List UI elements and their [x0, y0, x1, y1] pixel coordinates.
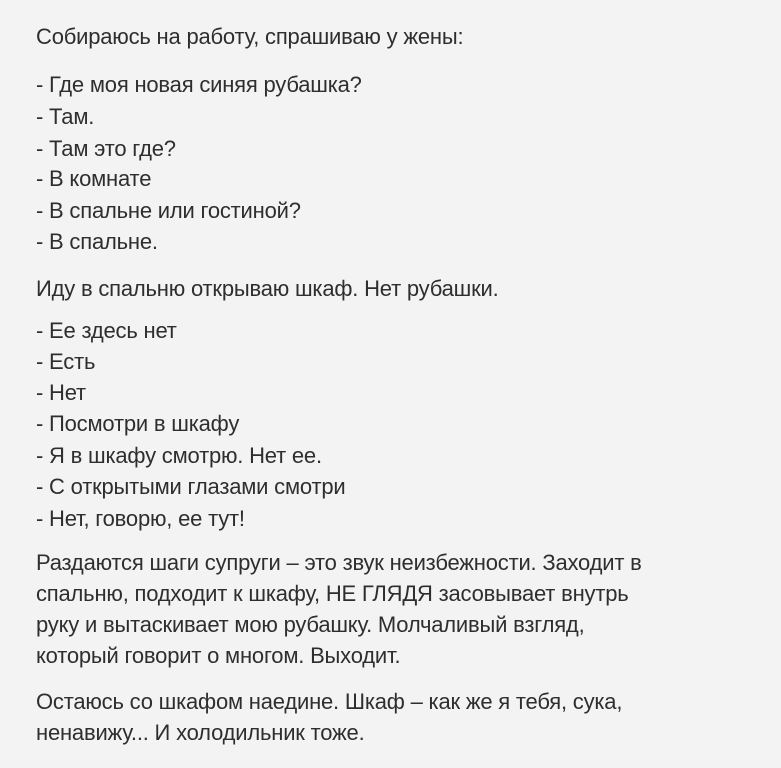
dialogue-line: - Я в шкафу смотрю. Нет ее. — [36, 443, 322, 468]
dialogue-line: - Нет — [36, 380, 86, 405]
dialogue-line: - Есть — [36, 349, 96, 374]
paragraph-line: который говорит о многом. Выходит. — [36, 643, 401, 668]
paragraph-line: руку и вытаскивает мою рубашку. Молчаливый взгляд, — [36, 612, 585, 637]
paragraph-line: ненавижу... И холодильник тоже. — [36, 720, 365, 745]
dialogue-line: - В спальне или гостиной? — [36, 198, 301, 223]
dialogue-line: - Нет, говорю, ее тут! — [36, 506, 245, 531]
dialogue-line: - Где моя новая синяя рубашка? — [36, 72, 362, 97]
dialogue-line: - В спальне. — [36, 229, 158, 254]
dialogue-line: - В комнате — [36, 166, 152, 191]
dialogue-line: - Там это где? — [36, 136, 176, 161]
dialogue-line: - Там. — [36, 104, 95, 129]
intro-line: Собираюсь на работу, спрашиваю у жены: — [36, 24, 464, 49]
dialogue-line: - С открытыми глазами смотри — [36, 474, 346, 499]
paragraph-line: Остаюсь со шкафом наедине. Шкаф – как же я тебя, сука, — [36, 689, 623, 714]
narration-line: Иду в спальню открываю шкаф. Нет рубашки. — [36, 276, 499, 301]
paragraph-line: спальню, подходит к шкафу, НЕ ГЛЯДЯ засовывает внутрь — [36, 581, 629, 606]
dialogue-line: - Ее здесь нет — [36, 318, 177, 343]
paragraph-line: Раздаются шаги супруги – это звук неизбежности. Заходит в — [36, 550, 642, 575]
dialogue-line: - Посмотри в шкафу — [36, 411, 240, 436]
